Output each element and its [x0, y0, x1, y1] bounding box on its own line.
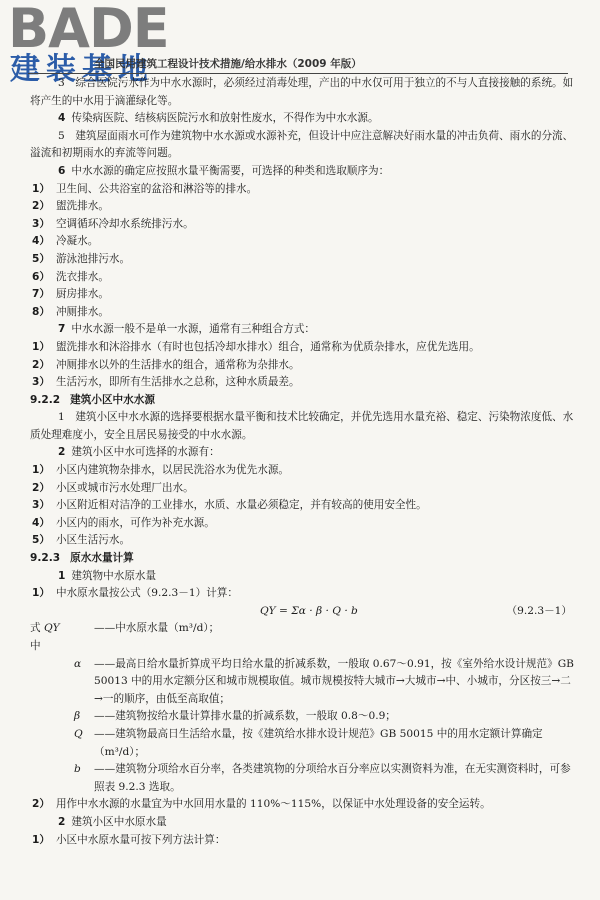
line-text: 小区附近相对洁净的工业排水，水质、水量必须稳定，并有较高的使用安全性。 — [55, 499, 427, 512]
text-line — [30, 832, 578, 850]
line-text: 建筑小区中水可选择的水源有： — [71, 446, 220, 459]
variable-symbol: Q — [74, 727, 83, 740]
item-number: 4 — [58, 112, 66, 125]
variable-definition: ——中水原水量（m³/d）； — [94, 622, 220, 635]
line-text: 洗衣排水。 — [55, 270, 109, 283]
item-number: 6 — [58, 164, 66, 177]
item-number: 5） — [32, 252, 50, 265]
line-text: 盥洗排水和沐浴排水（有时也包括冷却水排水）组合，通常称为优质杂排水，应优先选用。 — [55, 340, 480, 353]
line-text: 建筑小区中水原水量 — [71, 815, 167, 828]
variable-row — [30, 761, 578, 796]
line-text: 中水水源一般不是单一水源，通常有三种组合方式： — [71, 323, 316, 336]
item-number: 5） — [32, 534, 50, 547]
text-line — [30, 304, 578, 322]
equation-row — [30, 603, 578, 621]
line-text: 用作中水水源的水量宜为中水回用水量的 110%～115%，以保证中水处理设备的安全运转。 — [55, 798, 491, 811]
variable-row — [30, 656, 578, 709]
variable-intro — [30, 726, 74, 761]
text-line — [30, 251, 578, 269]
variable-definition: ——建筑物按给水量计算排水量的折减系数，一般取 0.8～0.9； — [94, 710, 396, 723]
item-number: 7） — [32, 288, 50, 301]
text-line — [30, 233, 578, 251]
variable-row — [30, 708, 578, 726]
text-block-upper — [30, 75, 578, 603]
item-number: 2） — [32, 358, 50, 371]
text-line — [30, 216, 578, 234]
document-body — [30, 75, 578, 849]
text-line — [30, 110, 578, 128]
item-number: 1） — [32, 340, 50, 353]
text-line — [30, 585, 578, 603]
variable-intro — [30, 708, 74, 726]
text-line — [30, 497, 578, 515]
text-line — [30, 515, 578, 533]
text-line — [30, 339, 578, 357]
item-number: 8） — [32, 305, 50, 318]
variable-intro: 式中 — [30, 622, 41, 652]
text-line — [30, 550, 568, 568]
bade-logo: BADE — [8, 0, 169, 60]
text-line — [30, 181, 578, 199]
variable-symbol: b — [74, 763, 81, 776]
item-number: 7 — [58, 323, 66, 336]
line-text: 游泳池排污水。 — [55, 252, 131, 265]
variable-definitions — [30, 620, 578, 796]
item-number: 9.2.3 — [30, 552, 61, 565]
item-number: 1 — [58, 569, 66, 582]
line-text: 卫生间、公共浴室的盆浴和淋浴等的排水。 — [55, 182, 258, 195]
text-line — [30, 480, 578, 498]
variable-symbol: α — [74, 657, 82, 670]
variable-definition: ——最高日给水量折算成平均日给水量的折减系数，一般取 0.67～0.91，按《室外给水设计规范》GB 50013 中的用水定额分区和城市规模取值。城市规模按特大城市→大城市→中、小城市，分区按三→二→一的顺序，由低至高取值； — [94, 657, 574, 705]
text-line — [30, 286, 578, 304]
equation-formula: QY = Σα · β · Q · b — [260, 604, 358, 617]
line-text: 传染病医院、结核病医院污水和放射性废水，不得作为中水水源。 — [71, 112, 379, 125]
text-line — [30, 128, 578, 163]
line-text: 冷凝水。 — [55, 235, 99, 248]
line-text: 小区中水原水量可按下列方法计算： — [55, 833, 226, 846]
text-line — [30, 163, 578, 181]
running-head: 全国民用建筑工程设计技术措施/给水排水（2009 年版） — [28, 56, 568, 74]
line-text: 中水原水量按公式（9.2.3－1）计算： — [55, 587, 238, 600]
line-text: 冲厕排水。 — [55, 305, 109, 318]
text-line — [30, 462, 578, 480]
text-line — [30, 198, 578, 216]
text-line — [30, 568, 578, 586]
text-line — [30, 444, 578, 462]
item-number: 2） — [32, 481, 50, 494]
line-text: 冲厕排水以外的生活排水的组合，通常称为杂排水。 — [55, 358, 300, 371]
item-number: 6） — [32, 270, 50, 283]
text-line — [30, 796, 578, 814]
text-line — [30, 357, 578, 375]
item-number: 3） — [32, 376, 50, 389]
variable-definition: ——建筑物分项给水百分率，各类建筑物的分项给水百分率应以实测资料为准，在无实测资料时，可参照表 9.2.3 选取。 — [94, 763, 571, 793]
text-line — [30, 409, 578, 444]
line-text: 原水水量计算 — [70, 552, 134, 565]
text-line — [30, 75, 578, 110]
variable-intro — [30, 761, 74, 796]
line-text: 3 综合医院污水作为中水水源时，必须经过消毒处理，产出的中水仅可用于独立的不与人直接接触的系统。如将产生的中水用于滴灌绿化等。 — [30, 77, 574, 107]
line-text: 空调循环冷却水系统排污水。 — [55, 217, 194, 230]
text-line — [30, 321, 578, 339]
line-text: 盥洗排水。 — [55, 200, 109, 213]
line-text: 中水水源的确定应按照水量平衡需要，可选择的种类和选取顺序为： — [71, 164, 390, 177]
item-number: 2） — [32, 200, 50, 213]
line-text: 1 建筑小区中水水源的选择要根据水量平衡和技术比较确定，并优先选用水量充裕、稳定、污染物浓度低、水质处理难度小，安全且居民易接受的中水水源。 — [30, 411, 574, 441]
line-text: 小区或城市污水处理厂出水。 — [55, 481, 194, 494]
item-number: 3） — [32, 499, 50, 512]
line-text: 厨房排水。 — [55, 288, 109, 301]
text-line — [30, 814, 578, 832]
equation-number: （9.2.3－1） — [506, 604, 572, 617]
item-number: 2 — [58, 815, 66, 828]
item-number: 9.2.2 — [30, 393, 61, 406]
text-line — [30, 374, 578, 392]
line-text: 建筑物中水原水量 — [71, 569, 157, 582]
line-text: 生活污水，即所有生活排水之总称，这种水质最差。 — [55, 376, 300, 389]
line-text: 小区内的雨水，可作为补充水源。 — [55, 516, 215, 529]
variable-row — [30, 620, 578, 655]
line-text: 建筑小区中水水源 — [70, 393, 155, 406]
text-line — [30, 532, 578, 550]
item-number: 1） — [32, 464, 50, 477]
variable-definition: ——建筑物最高日生活给水量，按《建筑给水排水设计规范》GB 50015 中的用水定额计算确定（m³/d）； — [94, 727, 543, 758]
item-number: 4） — [32, 235, 50, 248]
variable-row — [30, 726, 578, 761]
line-text: 小区生活污水。 — [55, 534, 131, 547]
item-number: 4） — [32, 516, 50, 529]
item-number: 1） — [32, 833, 50, 846]
text-line — [30, 269, 578, 287]
item-number: 1） — [32, 182, 50, 195]
line-text: 5 建筑屋面雨水可作为建筑物中水水源或水源补充，但设计中应注意解决好雨水量的冲击负荷、雨水的分流、溢流和初期雨水的弃流等问题。 — [30, 129, 574, 160]
variable-intro — [30, 656, 74, 709]
text-block-lower — [30, 796, 578, 849]
item-number: 3） — [32, 217, 50, 230]
line-text: 小区内建筑物杂排水，以居民洗浴水为优先水源。 — [55, 464, 290, 477]
item-number: 2 — [58, 446, 66, 459]
item-number: 2） — [32, 798, 50, 811]
text-line — [30, 392, 568, 410]
variable-symbol: β — [74, 710, 81, 723]
logo-chinese: 建装基地 — [10, 52, 154, 87]
item-number: 1） — [32, 587, 50, 600]
variable-symbol: QY — [44, 622, 60, 635]
